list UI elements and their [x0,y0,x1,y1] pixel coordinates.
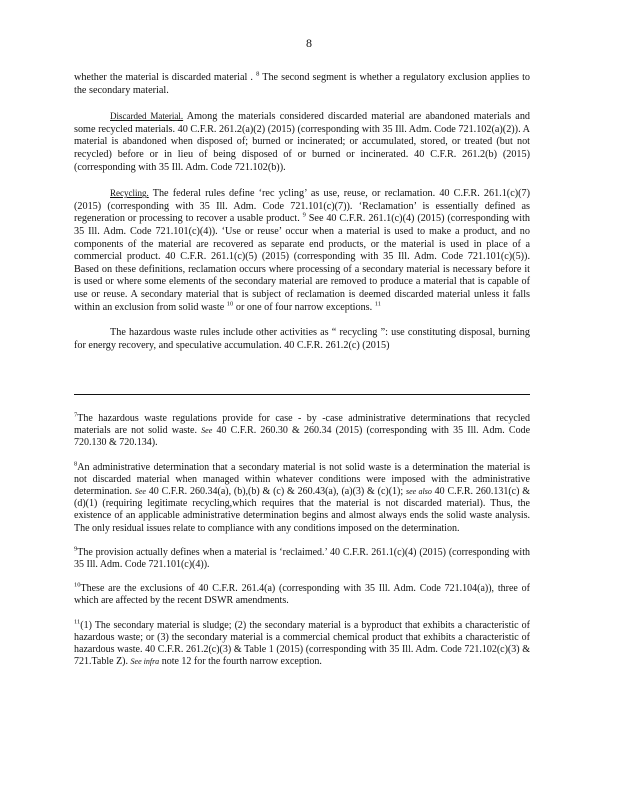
footnote-text: 40 C.F.R. 260.34(a), (b),(b) & (c) & 260.43(a), (a)(3) & (c)(1); [148,486,404,498]
paragraph-3 [74,187,530,314]
footnote-separator [74,394,530,395]
citation-signal: see also [405,487,432,497]
paragraph-4 [74,327,530,352]
footnote-9 [74,547,530,571]
p1-text-b: The second segment is whether a regulatory exclusion applies to the secondary material. [74,72,530,96]
p1-text-a: whether the material is discarded material . [74,72,253,83]
p3-text-c: or one of four narrow exceptions. [235,301,373,313]
footnote-text: note 12 for the fourth narrow exception. [161,656,322,668]
citation-signal: See infra [130,657,160,667]
footnote-text: The provision actually defines when a material is ‘reclaimed.’ 40 C.F.R. 261.1(c)(4) (2015) (corresponding with 35 Ill. Adm. Code 721.101(c)(4)). [74,546,530,571]
footnote-text: These are the exclusions of 40 C.F.R. 261.4(a) (corresponding with 35 Ill. Adm. Code 721.104(a)), three of which are affected by the recent DSWR amendments. [74,583,530,607]
footnote-number: 11 [74,618,81,626]
footnote-11 [74,620,530,669]
footnote-8 [74,462,530,535]
heading-discarded-material: Discarded Material. [110,111,184,122]
footnote-text: 40 C.F.R. 260.30 & 260.34 (2015) (corresponding with 35 Ill. Adm. Code 720.130 & 720.134). [74,425,531,449]
body-text [74,72,530,365]
p2-text: Among the materials considered discarded material are abandoned materials and some recycled materials. 40 C.F.R. 261.2(a)(2) (2015) (corresponding with 35 Ill. Adm. Code 721.102(a)(2)). A material is abandoned when disposed of; burned or incinerated; or accumulated, stored, or treated (but not recycled) before or in lieu of being disposed of or burned or incinerated. 40 C.F.R. 261.2(b) (2015) (corresponding with 35 Ill. Adm. Code 721.102(b)). [74,111,531,173]
footnote-ref-11: 11 [374,300,382,308]
footnote-7 [74,413,530,450]
citation-signal: See [201,426,213,436]
citation-signal: See [134,487,146,497]
footnote-number: 8 [74,460,78,468]
footnote-text: (1) The secondary material is sludge; (2) the secondary material is a byproduct that exhibits a characteristic of hazardous waste; or (3) the secondary material is a commercial chemical product that exhibits a characteristic of hazardous waste. 40 C.F.R. 261.2(c)(3) & Table 1 (2015) (corresponding with 35 Ill. Adm. Code 721.102(c)(3) & 721.Table Z). [74,619,530,668]
footnote-ref-9: 9 [302,211,306,219]
footnote-number: 7 [74,411,78,419]
footnote-ref-8: 8 [256,70,260,78]
footnote-number: 9 [74,545,78,553]
p4-text: The hazardous waste rules include other activities as “ recycling ”: use constituting disposal, burning for energy recovery, and speculative accumulation. 40 C.F.R. 261.2(c) (2015) [74,327,530,351]
footnote-text: The hazardous waste regulations provide for case - by -case administrative determinations that recycled materials are not solid waste. [74,413,530,437]
footnotes [74,413,530,680]
paragraph-2 [74,110,530,174]
footnote-text: 40 C.F.R. 260.131(c) & (d)(1) (requiring legitimate recycling,which requires that the material is not discarded material). Thus, the existence of an applicable administrative determination begins and almost always ends the solid waste analysis. The only residual issues relate to compliance with any conditions imposed on the determination. [74,486,531,534]
p3-text-b: See 40 C.F.R. 261.1(c)(4) (2015) (corresponding with 35 Ill. Adm. Code 721.101(c)(4)). ‘Use or reuse’ occur when a material is used to make a product, and no components of the material are recovered as separate end products, or the material is used in place of a commercial product. 40 C.F.R. 261.1(c)(5) (2015) (corresponding with 35 Ill. Adm. Code 721.101(c)(5)). Based on these definitions, reclamation occurs where processing of a secondary material is necessary before it is used or where some elements of the secondary material are removed to produce a material that is capable of use or reuse. A secondary material that is subject of reclamation is deemed discarded material unless it falls within an exclusion from solid waste [74,213,531,313]
heading-recycling: Recycling. [110,188,149,199]
footnote-10 [74,583,530,607]
footnote-text: An administrative determination that a secondary material is not solid waste is a determination the material is not discarded material when managed within whatever conditions were imposed with the administrative determination. [74,461,530,498]
footnote-ref-10: 10 [226,300,234,308]
p3-text-a: The federal rules define ‘rec ycling’ as use, reuse, or reclamation. 40 C.F.R. 261.1(c)(7) (2015) (corresponding with 35 Ill. Adm. Code 721.101(c)(7)). ‘Reclamation’ is essentially defined as regeneration or processing to recover a usable product. [74,188,530,225]
footnote-number: 10 [74,581,81,589]
paragraph-1 [74,72,530,97]
page-number: 8 [306,36,312,50]
